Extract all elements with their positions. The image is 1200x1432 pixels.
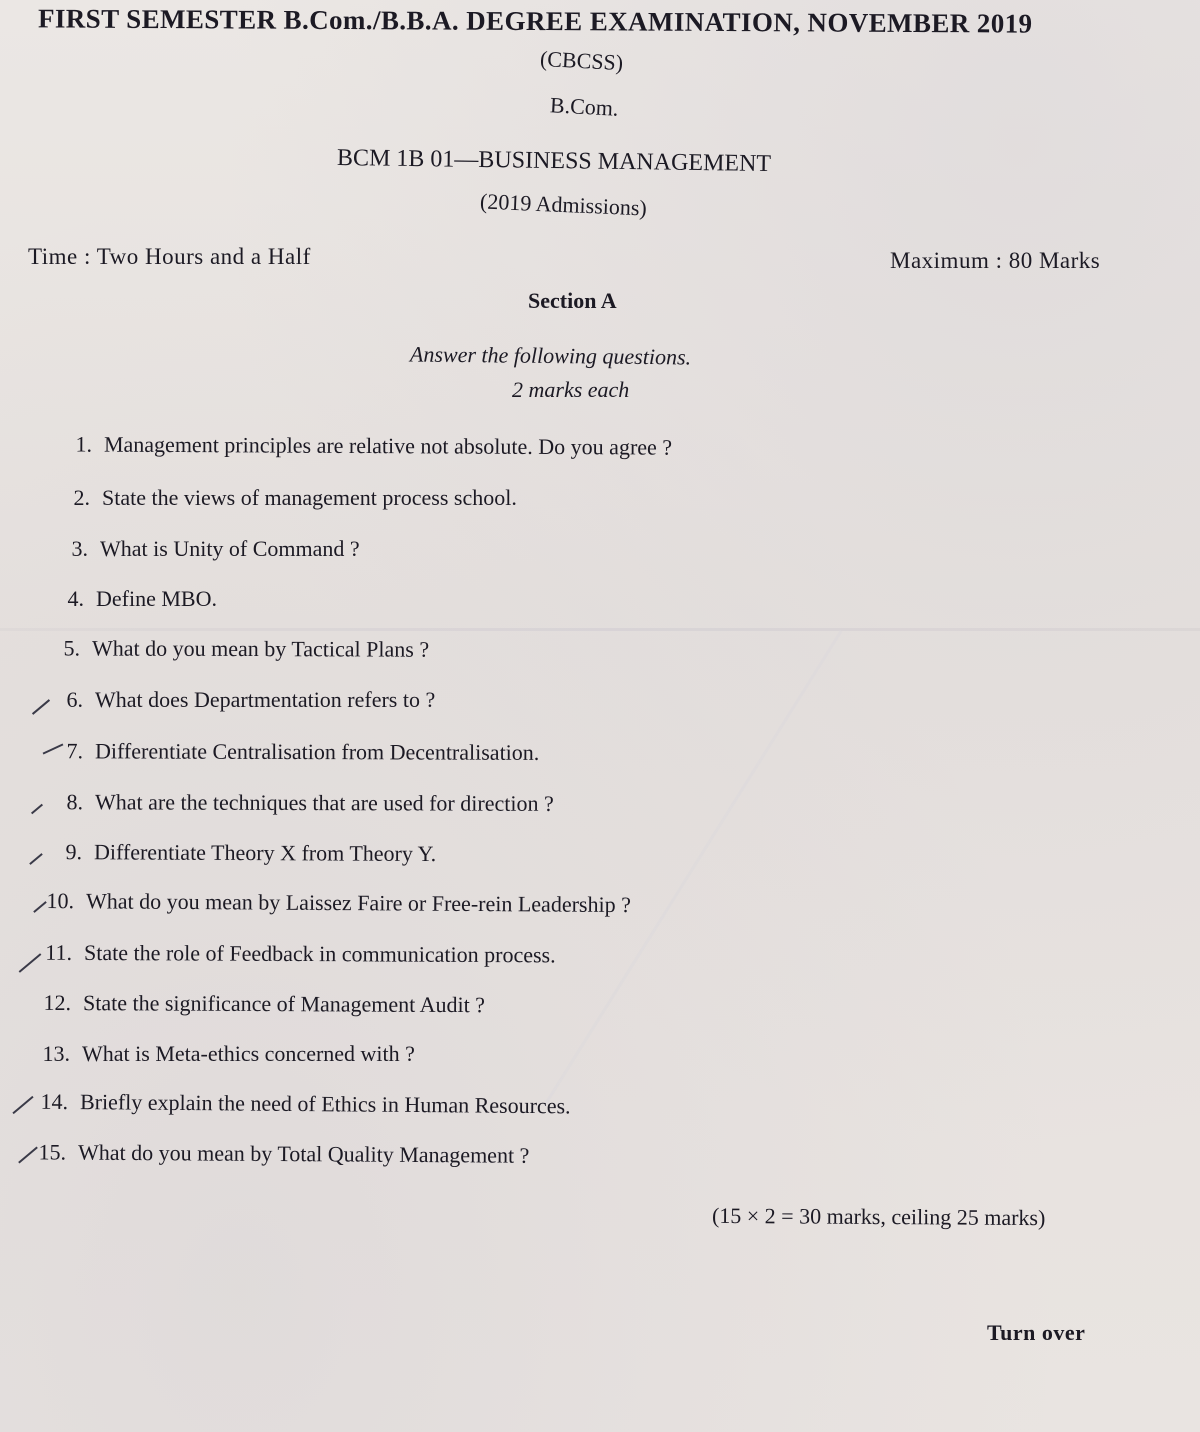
question-text: What do you mean by Total Quality Management ? [77,1139,530,1168]
section-title: Section A [528,288,617,313]
question-number: 14. [40,1088,69,1114]
question-number: 5. [63,635,81,661]
paper-title: BCM 1B 01—BUSINESS MANAGEMENT [336,144,772,178]
paper-fold-horizontal [0,628,1200,631]
question-item [28,940,556,969]
question-text: What do you mean by Laissez Faire or Free-rein Leadership ? [85,888,631,918]
question-text: What are the techniques that are used for direction ? [94,789,554,816]
turn-over-label: Turn over [987,1320,1086,1345]
question-item [40,586,217,612]
question-text: What is Meta-ethics concerned with ? [82,1041,415,1066]
section-instruction: Answer the following questions. [409,341,692,370]
question-number: 3. [71,536,88,561]
question-item [39,789,554,817]
question-text: State the views of management process school. [102,485,517,510]
question-item [48,431,672,460]
question-item [30,888,631,918]
exam-scheme: (CBCSS) [539,45,624,76]
question-text: State the significance of Management Audit ? [82,990,486,1018]
question-item [39,738,539,766]
question-number: 1. [75,431,93,457]
paper-fold-diagonal [543,630,842,1106]
maximum-marks: Maximum : 80 Marks [890,248,1101,273]
question-item [22,1139,530,1169]
exam-degree: B.Com. [549,92,620,121]
question-item [38,839,436,867]
question-number: 2. [73,485,90,510]
question-number: 9. [65,839,83,865]
marks-per-question: 2 marks each [512,377,630,402]
exam-title: FIRST SEMESTER B.Com./B.B.A. DEGREE EXAMINATION, NOVEMBER 2019 [37,3,1033,39]
question-item [36,635,429,662]
question-item [24,1089,571,1120]
time-allowed: Time : Two Hours and a Half [28,244,311,269]
question-number: 7. [66,738,84,764]
question-item [46,485,517,511]
question-number: 6. [66,687,83,712]
question-text: Differentiate Theory X from Theory Y. [93,839,437,867]
question-number: 8. [66,789,84,815]
question-number: 12. [43,989,72,1016]
question-text: State the role of Feedback in communication process. [83,939,556,968]
question-item [44,536,360,562]
question-number: 15. [38,1139,67,1165]
question-number: 11. [45,939,73,965]
question-text: What do you mean by Tactical Plans ? [91,635,430,662]
question-number: 4. [67,586,84,611]
question-item [27,990,485,1018]
admissions-label: (2019 Admissions) [479,188,648,221]
question-text: What does Departmentation refers to ? [95,687,436,712]
question-text: Differentiate Centralisation from Decentralisation. [94,738,540,765]
question-text: What is Unity of Command ? [100,536,360,561]
question-item [39,687,435,713]
question-text: Management principles are relative not absolute. Do you agree ? [103,431,673,460]
question-number: 13. [42,1041,70,1066]
question-item [26,1041,415,1067]
question-text: Define MBO. [96,586,217,611]
question-number: 10. [46,888,75,914]
marks-summary: (15 × 2 = 30 marks, ceiling 25 marks) [711,1202,1046,1231]
question-text: Briefly explain the need of Ethics in Human Resources. [79,1089,571,1119]
